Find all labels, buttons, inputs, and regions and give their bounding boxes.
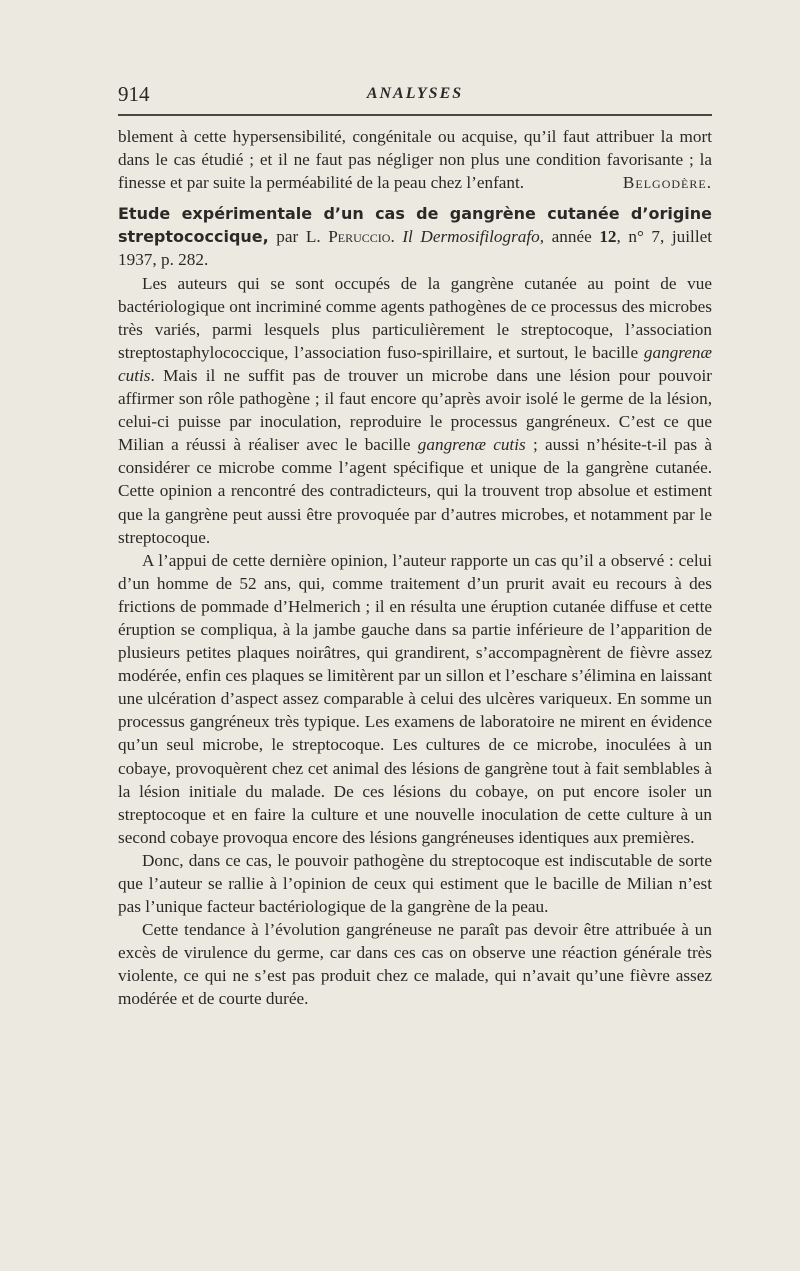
paragraph-1-italic-2: gangrenæ cutis [417,435,526,455]
article-volume: 12 [599,227,617,247]
article-year-label: , année [539,227,600,247]
article-issue: , n° 7, juillet 1937, p. 282. [118,227,712,270]
paragraph-2: A l’appui de cette dernière opinion, l’auteur rapporte un cas qu’il a observé : celui d’un homme de 52 ans, qui, comme traitement d’un prurit avait eu recours à des frictions de pommade d’Helmerich ; il en résulta une éruption cutanée diffuse et cette éruption se compliqua, à la jambe gauche dans sa partie inférieure de l’apparition de plusieurs petites plaques noirâtres, qui grandirent, s’accompagnèrent de fièvre assez modérée, enfin ces plaques se limitèrent par un sillon et l’eschare s’élimina en laissant une ulcération d’aspect assez comparable à celui des ulcères variqueux. En somme un processus gangréneux très typique. Les examens de laboratoire ne mirent en évidence qu’un seul microbe, le streptocoque. Les cultures de ce microbe, inoculées à un cobaye, provoquèrent chez cet animal des lésions de gangrène tout à fait semblables à la lésion initiale du malade. De ces lésions du cobaye, on put encore isoler un streptocoque et en faire la culture et une nouvelle inoculation de cette culture à un second cobaye provoqua encore des lésions gangréneuses identiques aux premières. [118,550,712,847]
paragraph-1-text-a: Les auteurs qui se sont occupés de la gangrène cutanée au point de vue bactériologique ont incriminé comme agents pathogènes de ce processus des microbes très variés, parmi lesquels plus particulièrement le streptocoque, l’association streptostaphylococcique, l’association fuso-spirillaire, et surtout, le bacille [118,273,712,362]
page-number: 914 [118,82,150,106]
article-by: par L. [268,227,329,247]
previous-article-end [118,125,712,194]
paragraph-4: Cette tendance à l’évolution gangréneuse ne paraît pas devoir être attribuée à un excès de virulence du germe, car dans ces cas on observe une réaction générale très violente, ce qui ne s’est pas produit chez ce malade, qui n’avait qu’une fièvre assez modérée et de courte durée. [118,920,712,1009]
article-after-author: . [390,227,403,247]
signature-author: Belgodère. [622,173,712,193]
paragraph-3: Donc, dans ce cas, le pouvoir pathogène du streptocoque est indiscutable de sorte que l’auteur se rallie à l’opinion de ceux qui estiment que le bacille de Milian n’est pas l’unique facteur bactériologique de la gangrène de la peau. [118,850,712,917]
paragraph-1-italic-1: gangrenæ cutis [118,342,712,385]
page-body [118,125,712,1011]
paragraph-1-text-e: ; aussi n’hésite-t-il pas à considérer ce microbe comme l’agent spécifique et unique de la gangrène cutanée. Cette opinion a rencontré des contradicteurs, qui la trouvent trop absolue et estiment que la gangrène peut aussi être provoquée par d’autres microbes, et notamment par le streptocoque. [118,435,713,547]
previous-article-text: blement à cette hypersensibilité, congénitale ou acquise, qu’il faut attribuer la mort dans le cas étudié ; et il ne faut pas négliger non plus une condition favorisante ; la finesse et par suite la perméabilité de la peau chez l’enfant. [118,127,712,193]
article-journal: Il Dermosifilografo [402,227,540,247]
paragraph-1-text-c: . Mais il ne suffit pas de trouver un microbe dans une lésion pour pouvoir affirmer son rôle pathogène ; il faut encore qu’après avoir isolé le germe de la lésion, celui-ci puisse par inoculation, reproduire le processus gangréneux. C’est ce que Milian a réussi à réaliser avec le bacille [118,365,712,455]
page-header [118,80,712,116]
article-title: Etude expérimentale d’un cas de gangrène cutanée d’origine streptococcique, [118,204,712,247]
article-author: Peruccio [328,227,391,247]
paragraph-1 [118,272,712,549]
running-title: ANALYSES [366,85,464,102]
article-heading [118,202,712,271]
